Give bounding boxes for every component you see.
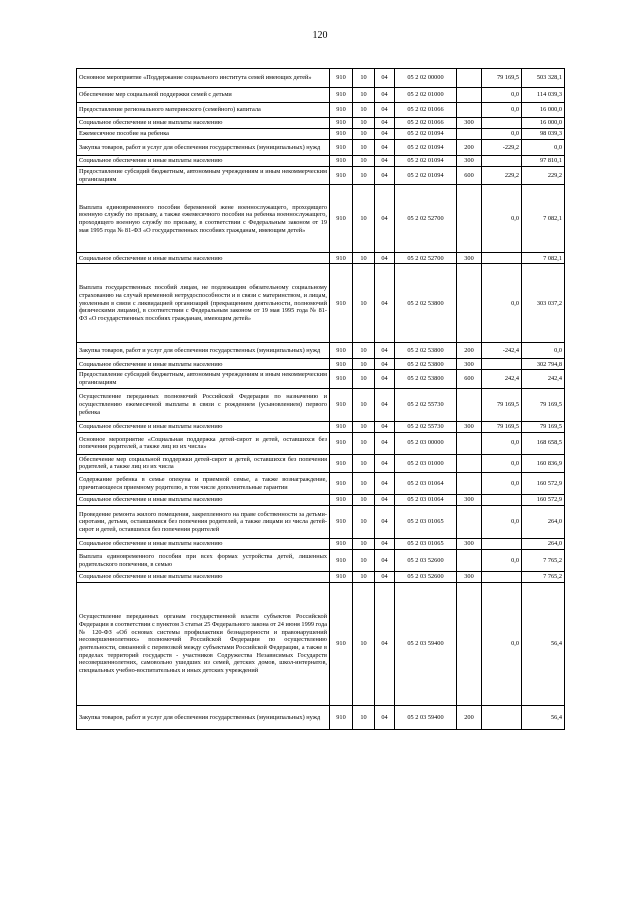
- cell-name: Проведение ремонта жилого помещения, закрепленного на праве собственности за детьми-сиротами, детьми, оставшимися без попечения родителей, а также лицами из числа детей-сирот и детей, оставшихся без попечения родителей: [77, 506, 330, 539]
- cell-grbs: 910: [330, 495, 353, 506]
- cell-pr: 04: [375, 156, 395, 167]
- cell-csr: 05 2 02 01094: [395, 140, 457, 156]
- cell-pr: 04: [375, 706, 395, 730]
- cell-name: Обеспечение мер социальной поддержки семей с детьми: [77, 88, 330, 103]
- cell-change: [482, 156, 522, 167]
- cell-change: [482, 572, 522, 583]
- cell-vr: [457, 264, 482, 343]
- cell-name: Социальное обеспечение и иные выплаты населению: [77, 495, 330, 506]
- cell-vr: 300: [457, 539, 482, 550]
- cell-csr: 05 2 03 52600: [395, 550, 457, 572]
- cell-total: 503 328,1: [522, 69, 565, 88]
- cell-csr: 05 2 02 53800: [395, 359, 457, 370]
- cell-total: 303 037,2: [522, 264, 565, 343]
- cell-change: [482, 253, 522, 264]
- cell-csr: 05 2 02 01094: [395, 156, 457, 167]
- cell-rz: 10: [353, 421, 375, 432]
- cell-csr: 05 2 02 52700: [395, 185, 457, 253]
- cell-name: Социальное обеспечение и иные выплаты населению: [77, 421, 330, 432]
- cell-name: Закупка товаров, работ и услуг для обеспечения государственных (муниципальных) нужд: [77, 343, 330, 359]
- table-row: [77, 88, 565, 103]
- cell-pr: 04: [375, 88, 395, 103]
- cell-rz: 10: [353, 156, 375, 167]
- cell-csr: 05 2 03 59400: [395, 706, 457, 730]
- table-row: [77, 264, 565, 343]
- cell-name: Социальное обеспечение и иные выплаты населению: [77, 156, 330, 167]
- cell-grbs: 910: [330, 253, 353, 264]
- cell-grbs: 910: [330, 550, 353, 572]
- cell-total: 114 039,3: [522, 88, 565, 103]
- cell-change: 229,2: [482, 167, 522, 185]
- cell-pr: 04: [375, 432, 395, 454]
- cell-vr: 600: [457, 167, 482, 185]
- cell-change: -242,4: [482, 343, 522, 359]
- cell-name: Содержание ребенка в семье опекуна и приемной семье, а также вознаграждение, причитающееся приемному родителю, в том числе дополнительные гарантии: [77, 473, 330, 495]
- cell-change: 0,0: [482, 88, 522, 103]
- cell-pr: 04: [375, 103, 395, 118]
- cell-rz: 10: [353, 253, 375, 264]
- cell-change: [482, 539, 522, 550]
- table-row: [77, 129, 565, 140]
- table-row: [77, 454, 565, 472]
- cell-pr: 04: [375, 129, 395, 140]
- cell-rz: 10: [353, 343, 375, 359]
- cell-vr: [457, 88, 482, 103]
- cell-total: 264,0: [522, 539, 565, 550]
- table-row: [77, 539, 565, 550]
- cell-vr: 600: [457, 370, 482, 388]
- cell-total: 79 169,5: [522, 388, 565, 421]
- cell-csr: 05 2 03 59400: [395, 583, 457, 706]
- table-row: [77, 103, 565, 118]
- cell-grbs: 910: [330, 388, 353, 421]
- cell-total: 97 810,1: [522, 156, 565, 167]
- cell-total: 229,2: [522, 167, 565, 185]
- cell-total: 16 000,0: [522, 118, 565, 129]
- cell-vr: [457, 129, 482, 140]
- cell-rz: 10: [353, 454, 375, 472]
- cell-pr: 04: [375, 140, 395, 156]
- cell-pr: 04: [375, 473, 395, 495]
- cell-vr: 300: [457, 253, 482, 264]
- cell-grbs: 910: [330, 454, 353, 472]
- cell-grbs: 910: [330, 88, 353, 103]
- cell-rz: 10: [353, 539, 375, 550]
- cell-csr: 05 2 02 01066: [395, 103, 457, 118]
- cell-grbs: 910: [330, 506, 353, 539]
- table-row: [77, 432, 565, 454]
- cell-change: 0,0: [482, 583, 522, 706]
- cell-rz: 10: [353, 432, 375, 454]
- cell-name: Выплата единовременного пособия при всех формах устройства детей, лишенных родительского попечения, в семью: [77, 550, 330, 572]
- cell-vr: [457, 454, 482, 472]
- cell-total: 7 765,2: [522, 572, 565, 583]
- cell-grbs: 910: [330, 583, 353, 706]
- cell-vr: [457, 473, 482, 495]
- cell-vr: [457, 69, 482, 88]
- cell-pr: 04: [375, 572, 395, 583]
- cell-total: 160 836,9: [522, 454, 565, 472]
- cell-grbs: 910: [330, 140, 353, 156]
- cell-name: Осуществление переданных органам государственной власти субъектов Российской Федерации в соответствии с пунктом 3 статьи 25 Федерального закона от 24 июня 1999 года № 120-ФЗ «Об основах системы профилактики безнадзорности и правонарушений несовершеннолетних» полномочий Российской Федерации по осуществлению деятельности, связанной с перевозкой между субъектами Российской Федерации, а также в пределах территорий государств - участников Содружества Независимых Государств несовершеннолетних, самовольно ушедших из семей, детских домов, школ-интернатов, специальных учебно-воспитательных и иных детских учреждений: [77, 583, 330, 706]
- cell-rz: 10: [353, 550, 375, 572]
- cell-csr: 05 2 03 01000: [395, 454, 457, 472]
- table-row: [77, 572, 565, 583]
- cell-grbs: 910: [330, 359, 353, 370]
- cell-rz: 10: [353, 495, 375, 506]
- budget-table: [76, 68, 565, 730]
- cell-grbs: 910: [330, 264, 353, 343]
- table-row: [77, 506, 565, 539]
- cell-change: -229,2: [482, 140, 522, 156]
- cell-name: Закупка товаров, работ и услуг для обеспечения государственных (муниципальных) нужд: [77, 140, 330, 156]
- table-row: [77, 583, 565, 706]
- cell-change: [482, 118, 522, 129]
- cell-vr: [457, 388, 482, 421]
- table-row: [77, 370, 565, 388]
- cell-name: Основное мероприятие «Поддержание социального института семей имеющих детей»: [77, 69, 330, 88]
- cell-pr: 04: [375, 370, 395, 388]
- cell-grbs: 910: [330, 118, 353, 129]
- cell-change: 79 169,5: [482, 69, 522, 88]
- cell-vr: [457, 506, 482, 539]
- cell-rz: 10: [353, 88, 375, 103]
- cell-vr: [457, 432, 482, 454]
- cell-rz: 10: [353, 185, 375, 253]
- cell-grbs: 910: [330, 421, 353, 432]
- cell-name: Социальное обеспечение и иные выплаты населению: [77, 572, 330, 583]
- cell-pr: 04: [375, 264, 395, 343]
- table-row: [77, 167, 565, 185]
- cell-csr: 05 2 02 53800: [395, 264, 457, 343]
- cell-total: 0,0: [522, 140, 565, 156]
- cell-grbs: 910: [330, 473, 353, 495]
- cell-pr: 04: [375, 539, 395, 550]
- cell-total: 98 039,3: [522, 129, 565, 140]
- cell-rz: 10: [353, 583, 375, 706]
- cell-grbs: 910: [330, 69, 353, 88]
- cell-grbs: 910: [330, 572, 353, 583]
- cell-pr: 04: [375, 118, 395, 129]
- table-row: [77, 185, 565, 253]
- cell-name: Выплата государственных пособий лицам, не подлежащим обязательному социальному страхованию на случай временной нетрудоспособности и в связи с материнством, и лицам, уволенным в связи с ликвидацией организаций (прекращением деятельности, полномочий физическими лицами), в соответствии с Федеральным законом от 19 мая 1995 года № 81-ФЗ «О государственных пособиях гражданам, имеющим детей»: [77, 264, 330, 343]
- cell-pr: 04: [375, 69, 395, 88]
- cell-vr: 300: [457, 495, 482, 506]
- cell-rz: 10: [353, 264, 375, 343]
- cell-rz: 10: [353, 118, 375, 129]
- cell-vr: 300: [457, 359, 482, 370]
- cell-grbs: 910: [330, 103, 353, 118]
- cell-change: [482, 495, 522, 506]
- cell-csr: 05 2 03 00000: [395, 432, 457, 454]
- cell-vr: [457, 103, 482, 118]
- cell-total: 0,0: [522, 343, 565, 359]
- cell-pr: 04: [375, 495, 395, 506]
- cell-csr: 05 2 02 55730: [395, 421, 457, 432]
- table-row: [77, 359, 565, 370]
- cell-total: 16 000,0: [522, 103, 565, 118]
- cell-pr: 04: [375, 454, 395, 472]
- cell-csr: 05 2 02 01094: [395, 167, 457, 185]
- cell-name: Осуществление переданных полномочий Российской Федерации по назначению и осуществлению ежемесячной выплаты в связи с рождением (усыновлением) первого ребенка: [77, 388, 330, 421]
- cell-change: 0,0: [482, 129, 522, 140]
- cell-pr: 04: [375, 167, 395, 185]
- cell-change: 0,0: [482, 103, 522, 118]
- cell-total: 56,4: [522, 583, 565, 706]
- table-row: [77, 156, 565, 167]
- budget-table-body: [77, 69, 565, 730]
- cell-csr: 05 2 02 01094: [395, 129, 457, 140]
- cell-csr: 05 2 02 01066: [395, 118, 457, 129]
- cell-total: 7 082,1: [522, 253, 565, 264]
- cell-csr: 05 2 02 01000: [395, 88, 457, 103]
- cell-grbs: 910: [330, 167, 353, 185]
- cell-rz: 10: [353, 388, 375, 421]
- table-row: [77, 253, 565, 264]
- cell-name: Предоставление субсидий бюджетным, автономным учреждениям и иным некоммерческим организациям: [77, 370, 330, 388]
- cell-total: 242,4: [522, 370, 565, 388]
- cell-pr: 04: [375, 359, 395, 370]
- cell-grbs: 910: [330, 343, 353, 359]
- cell-rz: 10: [353, 69, 375, 88]
- cell-pr: 04: [375, 343, 395, 359]
- cell-name: Социальное обеспечение и иные выплаты населению: [77, 118, 330, 129]
- cell-csr: 05 2 02 55730: [395, 388, 457, 421]
- cell-change: 0,0: [482, 264, 522, 343]
- cell-rz: 10: [353, 167, 375, 185]
- table-row: [77, 706, 565, 730]
- cell-pr: 04: [375, 550, 395, 572]
- cell-name: Предоставление субсидий бюджетным, автономным учреждениям и иным некоммерческим организациям: [77, 167, 330, 185]
- cell-vr: 200: [457, 343, 482, 359]
- cell-name: Ежемесячное пособие на ребенка: [77, 129, 330, 140]
- cell-change: 0,0: [482, 454, 522, 472]
- cell-csr: 05 2 02 00000: [395, 69, 457, 88]
- cell-rz: 10: [353, 359, 375, 370]
- cell-grbs: 910: [330, 185, 353, 253]
- cell-change: 0,0: [482, 550, 522, 572]
- cell-change: 0,0: [482, 432, 522, 454]
- cell-vr: 200: [457, 706, 482, 730]
- cell-total: 168 658,5: [522, 432, 565, 454]
- table-row: [77, 118, 565, 129]
- cell-rz: 10: [353, 706, 375, 730]
- table-row: [77, 388, 565, 421]
- cell-name: Предоставление регионального материнского (семейного) капитала: [77, 103, 330, 118]
- cell-name: Социальное обеспечение и иные выплаты населению: [77, 253, 330, 264]
- cell-name: Обеспечение мер социальной поддержки детей-сирот и детей, оставшихся без попечения родителей, а также лиц из их числа: [77, 454, 330, 472]
- cell-csr: 05 2 03 01065: [395, 539, 457, 550]
- cell-csr: 05 2 02 53800: [395, 370, 457, 388]
- cell-vr: [457, 185, 482, 253]
- cell-vr: [457, 550, 482, 572]
- cell-pr: 04: [375, 185, 395, 253]
- cell-grbs: 910: [330, 539, 353, 550]
- cell-total: 79 169,5: [522, 421, 565, 432]
- table-row: [77, 550, 565, 572]
- cell-name: Основное мероприятие «Социальная поддержка детей-сирот и детей, оставшихся без попечения родителей, а также лиц из их числа»: [77, 432, 330, 454]
- cell-change: 79 169,5: [482, 388, 522, 421]
- cell-vr: 300: [457, 421, 482, 432]
- cell-csr: 05 2 03 01064: [395, 495, 457, 506]
- cell-total: 160 572,9: [522, 495, 565, 506]
- cell-grbs: 910: [330, 129, 353, 140]
- cell-total: 264,0: [522, 506, 565, 539]
- cell-name: Закупка товаров, работ и услуг для обеспечения государственных (муниципальных) нужд: [77, 706, 330, 730]
- cell-csr: 05 2 02 52700: [395, 253, 457, 264]
- cell-pr: 04: [375, 253, 395, 264]
- cell-name: Выплата единовременного пособия беременной жене военнослужащего, проходящего военную службу по призыву, а также ежемесячного пособия на ребенка военнослужащего, проходящего военную службу по призыву, в соответствии с Федеральным законом от 19 мая 1995 года № 81-ФЗ «О государственных пособиях гражданам, имеющим детей»: [77, 185, 330, 253]
- cell-csr: 05 2 02 53800: [395, 343, 457, 359]
- table-row: [77, 421, 565, 432]
- table-row: [77, 140, 565, 156]
- cell-change: 79 169,5: [482, 421, 522, 432]
- cell-vr: 300: [457, 118, 482, 129]
- cell-rz: 10: [353, 140, 375, 156]
- cell-vr: 200: [457, 140, 482, 156]
- cell-pr: 04: [375, 506, 395, 539]
- cell-change: 242,4: [482, 370, 522, 388]
- cell-vr: [457, 583, 482, 706]
- cell-grbs: 910: [330, 156, 353, 167]
- table-row: [77, 495, 565, 506]
- cell-change: [482, 359, 522, 370]
- cell-change: 0,0: [482, 506, 522, 539]
- cell-rz: 10: [353, 129, 375, 140]
- cell-pr: 04: [375, 583, 395, 706]
- cell-name: Социальное обеспечение и иные выплаты населению: [77, 539, 330, 550]
- cell-total: 56,4: [522, 706, 565, 730]
- cell-vr: 300: [457, 572, 482, 583]
- cell-vr: 300: [457, 156, 482, 167]
- cell-pr: 04: [375, 388, 395, 421]
- cell-change: 0,0: [482, 473, 522, 495]
- cell-rz: 10: [353, 473, 375, 495]
- cell-rz: 10: [353, 103, 375, 118]
- cell-csr: 05 2 03 01065: [395, 506, 457, 539]
- page-number: 120: [312, 30, 328, 41]
- cell-total: 7 082,1: [522, 185, 565, 253]
- table-row: [77, 343, 565, 359]
- cell-csr: 05 2 03 01064: [395, 473, 457, 495]
- cell-name: Социальное обеспечение и иные выплаты населению: [77, 359, 330, 370]
- cell-total: 7 765,2: [522, 550, 565, 572]
- cell-total: 160 572,9: [522, 473, 565, 495]
- cell-change: [482, 706, 522, 730]
- table-row: [77, 69, 565, 88]
- cell-pr: 04: [375, 421, 395, 432]
- cell-grbs: 910: [330, 432, 353, 454]
- cell-rz: 10: [353, 572, 375, 583]
- cell-change: 0,0: [482, 185, 522, 253]
- cell-csr: 05 2 03 52600: [395, 572, 457, 583]
- cell-rz: 10: [353, 506, 375, 539]
- cell-grbs: 910: [330, 706, 353, 730]
- table-row: [77, 473, 565, 495]
- cell-rz: 10: [353, 370, 375, 388]
- cell-grbs: 910: [330, 370, 353, 388]
- cell-total: 302 794,8: [522, 359, 565, 370]
